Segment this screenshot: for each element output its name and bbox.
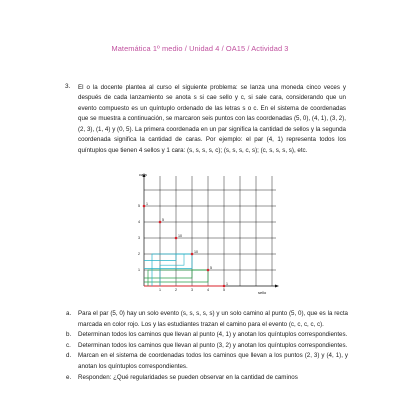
- point-marker: [175, 237, 178, 240]
- list-item-text: Determinan todos los caminos que llevan al punto (3, 2) y anotan los quíntuplos correspondientes.: [78, 341, 348, 349]
- y-tick-label: 2: [138, 252, 140, 257]
- question-number: 3.: [65, 83, 71, 90]
- cyan-path: [144, 254, 192, 268]
- point-marker: [191, 253, 194, 256]
- y-tick-label: 1: [138, 268, 140, 273]
- x-axis-label: sello: [258, 290, 267, 295]
- point-label: 5: [210, 265, 212, 270]
- list-item-marker: d.: [66, 352, 72, 360]
- cyan-path: [144, 254, 192, 260]
- list-item-text: Responden: ¿Qué regularidades se pueden observar en la cantidad de caminos: [78, 373, 298, 381]
- point-label: 5: [162, 217, 164, 222]
- page-header: Matemática 1º medio / Unidad 4 / OA15 / Actividad 3: [111, 44, 289, 53]
- list-item: [66, 351, 348, 372]
- list-item-text: Determinan todos los caminos que llevan al punto (4, 1) y anotan los quíntuplos correspondientes.: [78, 331, 348, 339]
- list-item: [66, 341, 348, 352]
- list-item-text: Marcan en el sistema de coordenadas todos los caminos que llevan a los puntos (2, 3) y (4, 1), y anotan los quíntuplos correspondientes.: [78, 352, 348, 370]
- x-tick-label: 5: [223, 288, 225, 292]
- point-label: 1: [226, 281, 228, 286]
- list-item-text: Para el par (5, 0) hay un solo evento (s, s, s, s, s) y un solo camino al punto (5, 0), que es la recta marcada en color rojo. Los y las estudiantes trazan el camino para el evento (c, c, c, c, c).: [78, 310, 348, 328]
- points: [143, 202, 228, 287]
- y-tick-label: 5: [138, 204, 140, 209]
- list-item: [66, 373, 348, 384]
- point-marker: [207, 269, 210, 272]
- coordinate-graph: [130, 170, 280, 295]
- point-marker: [143, 205, 146, 208]
- point-marker: [223, 285, 226, 288]
- point-label: 10: [194, 249, 198, 254]
- x-tick-label: 3: [191, 288, 193, 292]
- axis-ticks: [138, 201, 225, 292]
- list-item-marker: a.: [66, 310, 72, 317]
- list-item: [66, 309, 348, 330]
- x-tick-label: 1: [159, 288, 161, 292]
- point-label: 1: [146, 201, 148, 206]
- x-tick-label: 4: [207, 288, 209, 292]
- list-item-marker: b.: [66, 331, 72, 339]
- sub-items: [66, 309, 348, 383]
- x-axis-arrow: [275, 285, 279, 288]
- list-item: [66, 330, 348, 341]
- question-text: El o la docente plantea al curso el siguiente problema: se lanza una moneda cinco veces y después de cada lanzamiento se anota s si cae sello y c, si sale cara, considerando que un evento compuesto es un quíntuplo ordenado de las letras s o c. En el sistema de coordenadas que se muestra a continuación, se marcaron seis puntos con las coordenadas (5, 0), (4, 1), (3, 2), (2, 3), (1, 4) y (0, 5). La primera coordenada en un par significa la cantidad de sellos y la segunda coordenada significa la cantidad de caras. Por ejemplo: el par (4, 1) representa todos los quíntuplos que tienen 4 sellos y 1 cara: (s, s, s, s, c); (s, s, s, c, s); (c, s, s, s, s), etc.: [78, 83, 346, 155]
- y-tick-label: 3: [138, 236, 140, 241]
- point-marker: [159, 221, 162, 224]
- y-tick-label: 4: [138, 220, 140, 225]
- list-item-marker: c.: [66, 341, 71, 349]
- x-tick-label: 2: [175, 288, 177, 292]
- list-item-marker: e.: [66, 373, 72, 381]
- point-label: 10: [178, 233, 182, 238]
- y-axis-label: cara: [139, 172, 147, 177]
